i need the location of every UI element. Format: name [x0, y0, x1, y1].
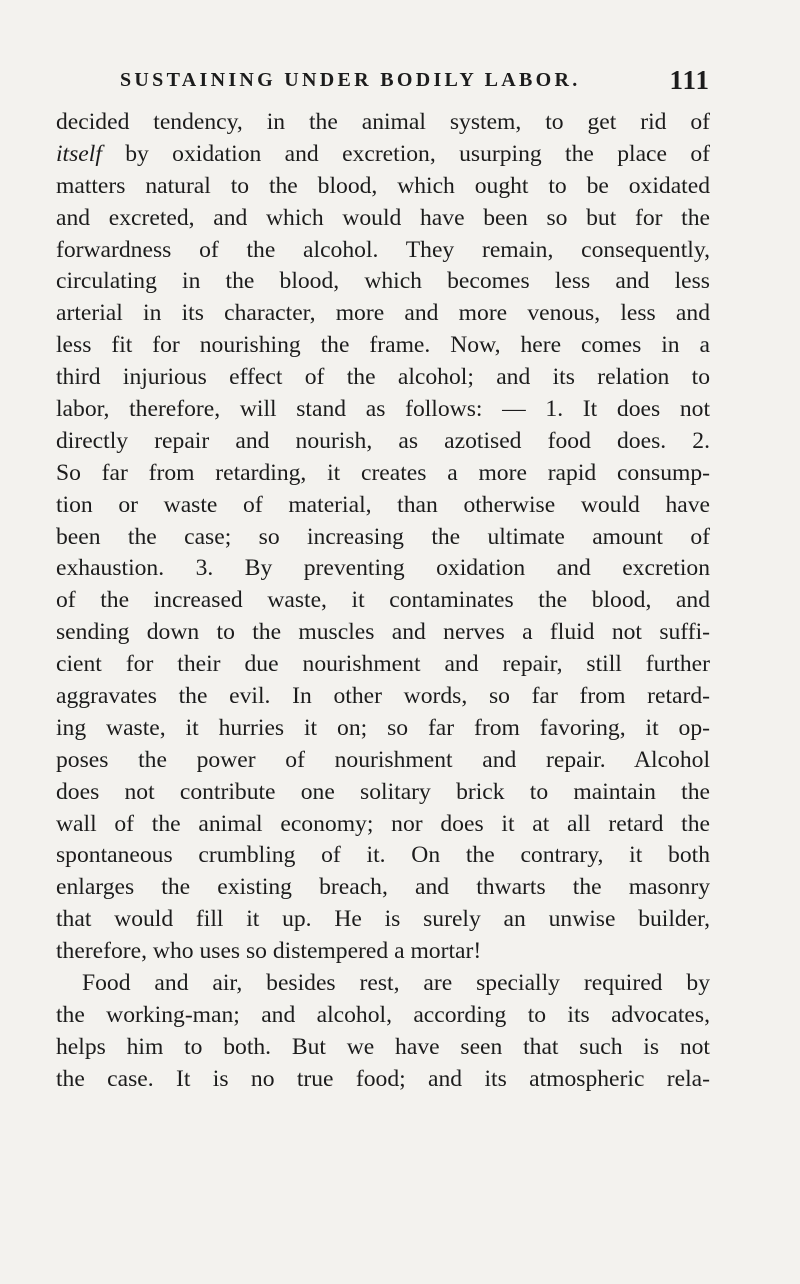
- text-line: been the case; so increasing the ultimate amount of: [56, 523, 710, 550]
- text-line: does not contribute one solitary brick to maintain the: [56, 778, 710, 805]
- text-line: arterial in its character, more and more venous, less and: [56, 300, 710, 327]
- body-text: [56, 107, 710, 1096]
- text-line: poses the power of nourishment and repair. Alcohol: [56, 746, 710, 773]
- text-line: therefore, who uses so distempered a mortar!: [56, 938, 482, 965]
- text-line: the case. It is no true food; and its atmospheric rela-: [56, 1065, 710, 1092]
- text-line: directly repair and nourish, as azotised food does. 2.: [56, 427, 710, 454]
- text-line: that would fill it up. He is surely an unwise builder,: [56, 906, 710, 933]
- running-head: [120, 60, 710, 100]
- text-line: sending down to the muscles and nerves a fluid not suffi-: [56, 619, 710, 646]
- text-line: third injurious effect of the alcohol; and its relation to: [56, 364, 710, 391]
- text-line: matters natural to the blood, which ought to be oxidated: [56, 172, 710, 199]
- text-line: tion or waste of material, than otherwise would have: [56, 491, 710, 518]
- text-line: exhaustion. 3. By preventing oxidation and excretion: [56, 555, 710, 582]
- text-line: and excreted, and which would have been so but for the: [56, 204, 710, 231]
- text-line: [56, 139, 710, 171]
- text-line: decided tendency, in the animal system, to get rid of: [56, 109, 710, 135]
- text-line: So far from retarding, it creates a more rapid consump-: [56, 459, 710, 486]
- text-line: of the increased waste, it contaminates the blood, and: [56, 587, 710, 614]
- line-text: by oxidation and excretion, usurping the place of: [101, 140, 710, 167]
- text-line: Food and air, besides rest, are specially required by: [82, 970, 710, 997]
- text-line: enlarges the existing breach, and thwarts the masonry: [56, 874, 710, 901]
- italic-word: itself: [56, 140, 102, 167]
- page-number: 111: [669, 65, 710, 95]
- text-line: circulating in the blood, which becomes less and less: [56, 268, 710, 295]
- text-line: less fit for nourishing the frame. Now, here comes in a: [56, 332, 710, 359]
- text-line: the working-man; and alcohol, according to its advocates,: [56, 1001, 710, 1028]
- text-line: aggravates the evil. In other words, so far from retard-: [56, 683, 710, 710]
- text-line: forwardness of the alcohol. They remain, consequently,: [56, 236, 710, 263]
- text-line: cient for their due nourishment and repair, still further: [56, 651, 710, 678]
- running-title: SUSTAINING UNDER BODILY LABOR.: [120, 69, 581, 91]
- text-line: labor, therefore, will stand as follows: — 1. It does not: [56, 396, 710, 423]
- text-line: spontaneous crumbling of it. On the contrary, it both: [56, 842, 710, 869]
- text-line: ing waste, it hurries it on; so far from favoring, it op-: [56, 714, 710, 741]
- text-line: helps him to both. But we have seen that such is not: [56, 1033, 710, 1060]
- text-line: wall of the animal economy; nor does it at all retard the: [56, 810, 710, 837]
